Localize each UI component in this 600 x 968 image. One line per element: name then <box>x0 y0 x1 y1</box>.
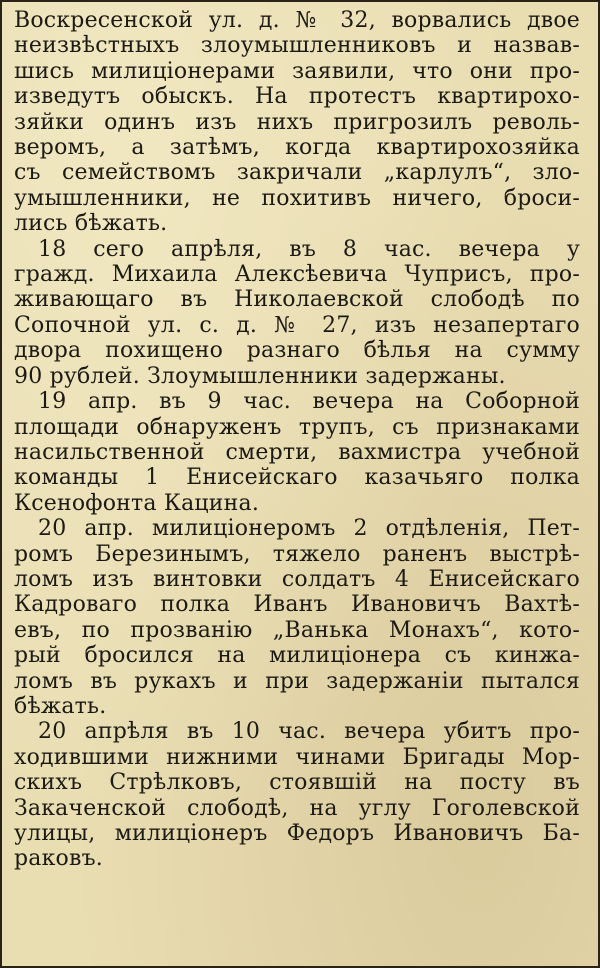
text-line: живающаго въ Николаевской слободѣ по <box>14 287 580 313</box>
text-line: Кадроваго полка Иванъ Ивановичъ Вахтѣ- <box>14 592 580 618</box>
text-line: зяйки одинъ изъ нихъ пригрозилъ револь- <box>14 109 580 135</box>
text-line: 18 сего апрѣля, въ 8 час. вечера у <box>38 236 580 262</box>
text-line: изведутъ обыскъ. На протестъ квартирохо- <box>14 84 580 110</box>
text-line: 90 рублей. Злоумышленники задержаны. <box>14 363 506 389</box>
text-line: ходившими нижними чинами Бригады Мор- <box>14 744 580 770</box>
text-line: ломъ изъ винтовки солдатъ 4 Енисейскаго <box>14 566 580 592</box>
text-line: веромъ, а затѣмъ, когда квартирохозяйка <box>14 135 580 161</box>
text-line: команды 1 Енисейскаго казачьяго полка <box>14 465 580 491</box>
text-line: Сопочной ул. с. д. № 27, изъ незапертаго <box>14 312 580 338</box>
text-line: раковъ. <box>14 846 103 872</box>
text-line: Воскресенской ул. д. № 32, ворвались двое <box>14 8 580 33</box>
text-line: насильственной смерти, вахмистра учебной <box>14 439 580 465</box>
text-line: ломъ въ рукахъ и при задержаніи пытался <box>14 668 580 694</box>
text-line: 20 апр. милиціонеромъ 2 отдѣленія, Пет- <box>38 516 580 542</box>
text-line: 20 апрѣля въ 10 час. вечера убитъ про- <box>38 719 580 745</box>
text-line: площади обнаруженъ трупъ, съ признаками <box>14 414 580 440</box>
text-line: бѣжать. <box>14 693 107 719</box>
paragraph-4 <box>14 516 580 719</box>
text-line: 19 апр. въ 9 час. вечера на Соборной <box>38 389 580 415</box>
paragraph-3 <box>14 389 580 516</box>
text-line: ромъ Березинымъ, тяжело раненъ выстрѣ- <box>14 541 580 567</box>
text-line: двора похищено разнаго бѣлья на сумму <box>14 338 580 364</box>
text-line: неизвѣстныхъ злоумышленниковъ и назвав- <box>14 33 580 59</box>
text-line: умышленники, не похитивъ ничего, броси- <box>14 185 580 211</box>
text-line: скихъ Стрѣлковъ, стоявшій на посту въ <box>14 770 580 796</box>
paragraph-1 <box>14 8 580 237</box>
text-line: улицы, милиціонеръ Федоръ Ивановичъ Ба- <box>14 821 580 846</box>
text-line: шись милиціонерами заявили, что они про- <box>14 58 580 84</box>
text-line: евъ, по прозванію „Ванька Монахъ“, кото- <box>14 617 580 643</box>
article-column <box>14 8 580 872</box>
text-line: Закаченской слободѣ, на углу Гоголевской <box>14 795 580 821</box>
paragraph-2 <box>14 237 580 389</box>
text-line: рый бросился на милиціонера съ кинжа- <box>14 643 580 669</box>
text-line: Ксенофонта Кацина. <box>14 490 260 516</box>
text-line: съ семействомъ закричали „карлулъ“, зло- <box>14 160 580 186</box>
text-line: лись бѣжать. <box>14 211 168 237</box>
text-line: гражд. Михаила Алексѣевича Чуприсъ, про- <box>14 262 580 288</box>
paragraph-5 <box>14 719 580 871</box>
